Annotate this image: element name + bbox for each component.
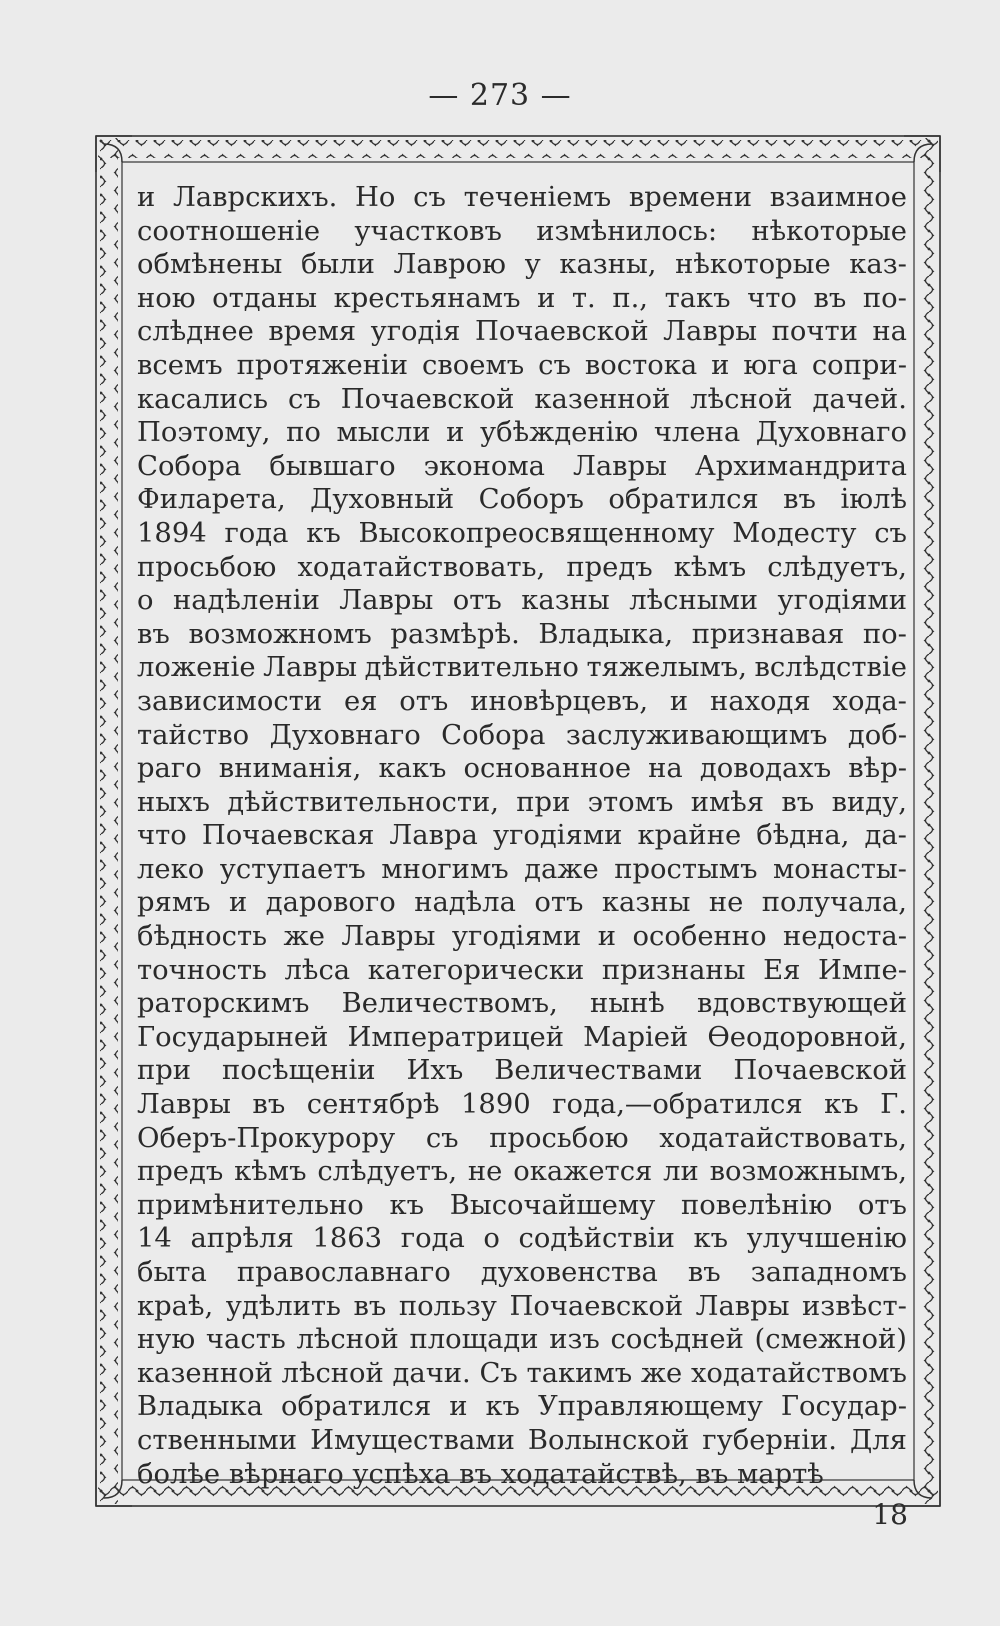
word: хода- (832, 685, 907, 717)
word: вниманія, (218, 753, 362, 785)
text-line (137, 215, 907, 249)
word: (смежной) (754, 1324, 907, 1356)
word: угодіями (451, 921, 582, 953)
text-line (137, 1357, 907, 1391)
word: предъ (566, 551, 653, 583)
word: востока (584, 349, 698, 381)
text-line (137, 416, 907, 450)
word: апрѣля (190, 1223, 294, 1255)
word: признаны (601, 954, 746, 986)
word: эконома (423, 450, 545, 482)
word: угодіями (777, 585, 907, 617)
word: 1894 (137, 517, 207, 549)
word: Почаевская (201, 820, 375, 852)
word: Соборъ (478, 484, 584, 516)
text-line (137, 1390, 907, 1424)
word: бывшаго (269, 450, 396, 482)
word: даже (524, 853, 599, 885)
word: и (597, 921, 617, 953)
word: Импе- (818, 954, 907, 986)
word: касались (137, 383, 269, 415)
word: Собора (441, 719, 546, 751)
word: въ (687, 1257, 721, 1288)
word: виду, (831, 786, 907, 818)
text-line (137, 1290, 907, 1324)
word: Лавры (341, 921, 436, 953)
word: ходатайствовать, (659, 1122, 907, 1154)
word: юга (743, 349, 798, 381)
word: губерніи. (702, 1424, 837, 1456)
word: многимъ (381, 853, 509, 885)
word: въ (781, 786, 815, 818)
word: сосѣдней (610, 1324, 744, 1356)
word: къ (306, 517, 341, 549)
word: бѣдна, (756, 820, 850, 852)
word: убѣжденію (480, 417, 639, 449)
text-line (137, 1122, 907, 1156)
word: Лавры (573, 450, 667, 482)
word: Собора (137, 450, 242, 482)
word: по (286, 417, 321, 449)
text-line (137, 584, 907, 618)
word: Почаевской (340, 383, 515, 415)
word: года (400, 1223, 465, 1255)
word: Филарета, (137, 484, 286, 516)
text-line (137, 551, 907, 585)
word: пользу (398, 1290, 497, 1322)
word: ходатайствовать, (297, 551, 546, 583)
text-line (137, 1054, 907, 1088)
word: надѣла (414, 887, 516, 919)
word: при (137, 1055, 192, 1087)
word: особенно (632, 921, 767, 953)
word: монасты- (773, 853, 907, 885)
word: ною (137, 282, 196, 314)
word: обратился (608, 484, 759, 516)
word: вслѣдствіе (754, 652, 907, 684)
text-line: болѣе вѣрнаго успѣха въ ходатайствѣ, въ мартѣ (137, 1458, 824, 1490)
word: нынѣ (589, 988, 665, 1020)
word: Величествами (494, 1055, 703, 1087)
text-line (137, 1323, 907, 1357)
text-line (137, 483, 907, 517)
word: простымъ (614, 853, 758, 885)
word: къ (485, 1391, 520, 1423)
word: всемъ (137, 349, 223, 381)
word: кѣмъ (673, 551, 747, 583)
word: Государ- (780, 1391, 907, 1423)
text-line (137, 618, 907, 652)
word: Владыка, (538, 618, 674, 650)
text-line (137, 920, 907, 954)
word: что (747, 282, 797, 314)
word: леко (137, 853, 205, 885)
word: площади (409, 1324, 539, 1356)
word: точность (137, 954, 267, 986)
word: удѣлить (225, 1290, 341, 1322)
word: изъ (549, 1324, 600, 1356)
word: часть (205, 1324, 286, 1356)
text-line (137, 1155, 907, 1189)
signature-mark: 18 (872, 1498, 908, 1531)
word: почти (771, 316, 858, 348)
word: участковъ (354, 215, 502, 247)
word: уступаетъ (219, 853, 366, 885)
word: этомъ (587, 786, 674, 818)
word: Лавры (137, 1089, 231, 1121)
word: измѣнилось: (536, 215, 718, 247)
word: получала, (761, 887, 907, 919)
word: возможнымъ, (709, 1156, 907, 1188)
word: Лавры (263, 652, 358, 684)
word: Величествомъ, (341, 988, 558, 1020)
word: не (708, 887, 744, 919)
word: содѣйствіи (518, 1223, 675, 1255)
word: къ (389, 1189, 425, 1221)
text-line (137, 954, 907, 988)
word: слѣднее (137, 316, 254, 348)
word: находя (710, 685, 811, 717)
page-number: — 273 — (428, 78, 572, 113)
text-line (137, 1256, 907, 1290)
word: признавая (691, 618, 845, 650)
word: дарового (265, 887, 396, 919)
word: и (537, 282, 556, 314)
text-line (137, 651, 907, 685)
word: вѣр- (848, 753, 907, 785)
word: дачей. (812, 383, 907, 415)
word: къ (693, 1223, 729, 1255)
word: доводахъ (699, 753, 832, 785)
word: по- (862, 618, 907, 650)
word: Почаевской (474, 316, 649, 348)
word: Ихъ (406, 1055, 464, 1087)
word: слѣдуетъ, (767, 551, 907, 583)
word: у (524, 249, 541, 281)
text-line (137, 282, 907, 316)
text-line (137, 1222, 907, 1256)
word: 14 (137, 1223, 172, 1255)
word: что (137, 820, 187, 852)
word: Лавры (339, 585, 434, 617)
word: время (268, 316, 357, 348)
word: мысли (336, 417, 431, 449)
word: и (229, 887, 248, 919)
word: ственными (137, 1424, 297, 1456)
word: кѣмъ (234, 1156, 307, 1188)
word: просьбою (489, 1122, 629, 1154)
word: съ (874, 517, 907, 549)
word: крестьянамъ (333, 282, 521, 314)
word: ея (343, 685, 378, 717)
text-line (137, 886, 907, 920)
word: угодія (370, 316, 461, 348)
word: взаимное (769, 182, 907, 213)
text-line (137, 1021, 907, 1055)
word: Съ (479, 1357, 518, 1389)
word: въ (813, 282, 847, 314)
word: 1890 (461, 1089, 531, 1121)
word: Государыней (137, 1021, 329, 1053)
word: просьбою (137, 551, 277, 583)
word: и (711, 349, 730, 381)
word: же (283, 921, 325, 953)
word: Духовнаго (269, 719, 421, 751)
word: Почаевской (509, 1290, 684, 1322)
word: о (483, 1223, 500, 1255)
word: были (300, 249, 375, 281)
text-line (137, 517, 907, 551)
word: ныхъ (137, 786, 210, 818)
word: іюлѣ (840, 484, 907, 516)
word: Волынской (527, 1424, 690, 1456)
word: Г. (880, 1089, 907, 1121)
word: и (137, 182, 156, 213)
word: отданы (212, 282, 318, 314)
word: Имуществами (310, 1424, 515, 1456)
text-line (137, 719, 907, 753)
word: Высокопреосвященному (358, 517, 715, 549)
word: и (449, 1391, 468, 1423)
word: Для (850, 1424, 907, 1456)
word: при (516, 786, 571, 818)
word: краѣ, (137, 1290, 214, 1322)
word: на (872, 316, 907, 348)
word: Лаврою (393, 249, 506, 281)
word: крайне (637, 820, 742, 852)
word: съ (425, 1122, 459, 1154)
word: казны (601, 887, 691, 919)
word: въ (353, 1290, 387, 1322)
word: члена (653, 417, 741, 449)
text-line (137, 752, 907, 786)
word: казны, (559, 249, 657, 281)
word: лѣсной (296, 1324, 399, 1356)
word: лѣса (284, 954, 351, 986)
word: такимъ (526, 1357, 633, 1389)
word: Лавры (663, 316, 758, 348)
word: Но (355, 182, 396, 213)
word: дачи. (392, 1357, 471, 1389)
word: протяженіи (236, 349, 409, 381)
word: по- (862, 282, 907, 314)
text-line (137, 685, 907, 719)
word: лѣсной (281, 1357, 384, 1389)
word: п., (612, 282, 648, 314)
word: посѣщеніи (222, 1055, 376, 1087)
word: въ (252, 1089, 286, 1121)
word: извѣст- (802, 1290, 907, 1322)
word: Высочайшему (449, 1189, 656, 1221)
word: ходатайствомъ (690, 1357, 907, 1389)
word: обратился (280, 1391, 432, 1423)
word: слѣдуетъ, (317, 1156, 458, 1188)
word: къ (824, 1089, 859, 1121)
word: въ (783, 484, 816, 516)
word: западномъ (750, 1257, 907, 1288)
word: въ (137, 618, 170, 650)
word: не (467, 1156, 503, 1188)
word: вдовствующей (696, 988, 907, 1020)
word: 1863 (312, 1223, 383, 1255)
word: своемъ (421, 349, 525, 381)
word: Управляющему (537, 1391, 763, 1423)
word: на (648, 753, 683, 785)
word: православнаго (236, 1257, 451, 1288)
text-line (137, 1088, 907, 1122)
word: съ (413, 182, 446, 213)
word: сопри- (811, 349, 907, 381)
word: ли (663, 1156, 699, 1188)
word: Духовнаго (755, 417, 907, 449)
word: отъ (452, 585, 502, 617)
word: нѣкоторые (751, 215, 907, 247)
word: окажется (513, 1156, 653, 1188)
word: ложеніе (137, 652, 256, 684)
word: Лавры (695, 1290, 790, 1322)
word: Оберъ-Прокурору (137, 1122, 396, 1154)
word: доб- (847, 719, 907, 751)
word: Духовный (310, 484, 455, 516)
word: казенной (137, 1357, 273, 1389)
word: т. (571, 282, 596, 314)
word: съ (288, 383, 321, 415)
word: тайство (137, 719, 250, 751)
word: примѣнительно (137, 1189, 364, 1221)
word: Архимандрита (694, 450, 907, 482)
word: Императрицей (347, 1021, 564, 1053)
word: теченіемъ (463, 182, 612, 213)
word: тяжелымъ, (586, 652, 747, 684)
word: заслуживающимъ (565, 719, 828, 751)
word: предъ (137, 1156, 224, 1188)
word: Лавра (389, 820, 478, 852)
word: нѣкоторые (675, 249, 831, 281)
word: времени (628, 182, 753, 213)
main-text-block (137, 181, 907, 1491)
word: Ѳеодоровной, (707, 1021, 907, 1053)
word: улучшенію (746, 1223, 907, 1255)
word: отъ (399, 685, 449, 717)
word: дѣйствительности, (227, 786, 499, 818)
word: казенной (534, 383, 671, 415)
word: надѣленіи (172, 585, 320, 617)
word: Модесту (732, 517, 857, 549)
word: съ (538, 349, 571, 381)
word: иновѣрцевъ, (470, 685, 649, 717)
word: Почаевской (733, 1055, 907, 1087)
text-line (137, 987, 907, 1021)
word: такъ (664, 282, 731, 314)
text-line (137, 853, 907, 887)
word: какъ (378, 753, 447, 785)
word: Лаврскихъ. (172, 182, 338, 213)
word: Владыка (137, 1391, 263, 1423)
word: каз- (849, 249, 907, 281)
text-line (137, 450, 907, 484)
word: рямъ (137, 887, 211, 919)
text-line (137, 315, 907, 349)
word: Поэтому, (137, 417, 271, 449)
word: имѣя (690, 786, 765, 818)
word: да- (864, 820, 907, 852)
word: размѣрѣ. (390, 618, 520, 650)
word: казны (521, 585, 610, 617)
word: сентябрѣ (306, 1089, 440, 1121)
word: обмѣнены (137, 249, 283, 281)
word: духовенства (480, 1257, 658, 1288)
word: же (640, 1357, 683, 1389)
word: и (446, 417, 465, 449)
word: года,—обратился (552, 1089, 803, 1121)
word: о (137, 585, 154, 617)
word: отъ (534, 887, 584, 919)
word: лѣсной (690, 383, 793, 415)
word: Маріей (583, 1021, 689, 1053)
word: лѣсными (629, 585, 759, 617)
word: ную (137, 1324, 196, 1356)
text-line (137, 1189, 907, 1223)
word: недоста- (783, 921, 907, 953)
text-line (137, 383, 907, 417)
text-line (137, 1424, 907, 1458)
word: повелѣнію (681, 1189, 833, 1221)
word: зависимости (137, 685, 323, 717)
text-line (137, 819, 907, 853)
word: возможномъ (188, 618, 372, 650)
word: категорически (367, 954, 585, 986)
word: и (669, 685, 689, 717)
text-line (137, 181, 907, 215)
word: быта (137, 1257, 207, 1288)
word: бѣдность (137, 921, 268, 953)
word: дѣйствительно (364, 652, 579, 684)
word: года (224, 517, 289, 549)
word: угодіями (492, 820, 623, 852)
word: Ея (763, 954, 801, 986)
word: раторскимъ (137, 988, 310, 1020)
word: соотношеніе (137, 215, 321, 247)
text-line (137, 786, 907, 820)
text-line (137, 349, 907, 383)
word: отъ (857, 1189, 907, 1221)
word: раго (137, 753, 202, 785)
word: основанное (463, 753, 632, 785)
text-line (137, 248, 907, 282)
